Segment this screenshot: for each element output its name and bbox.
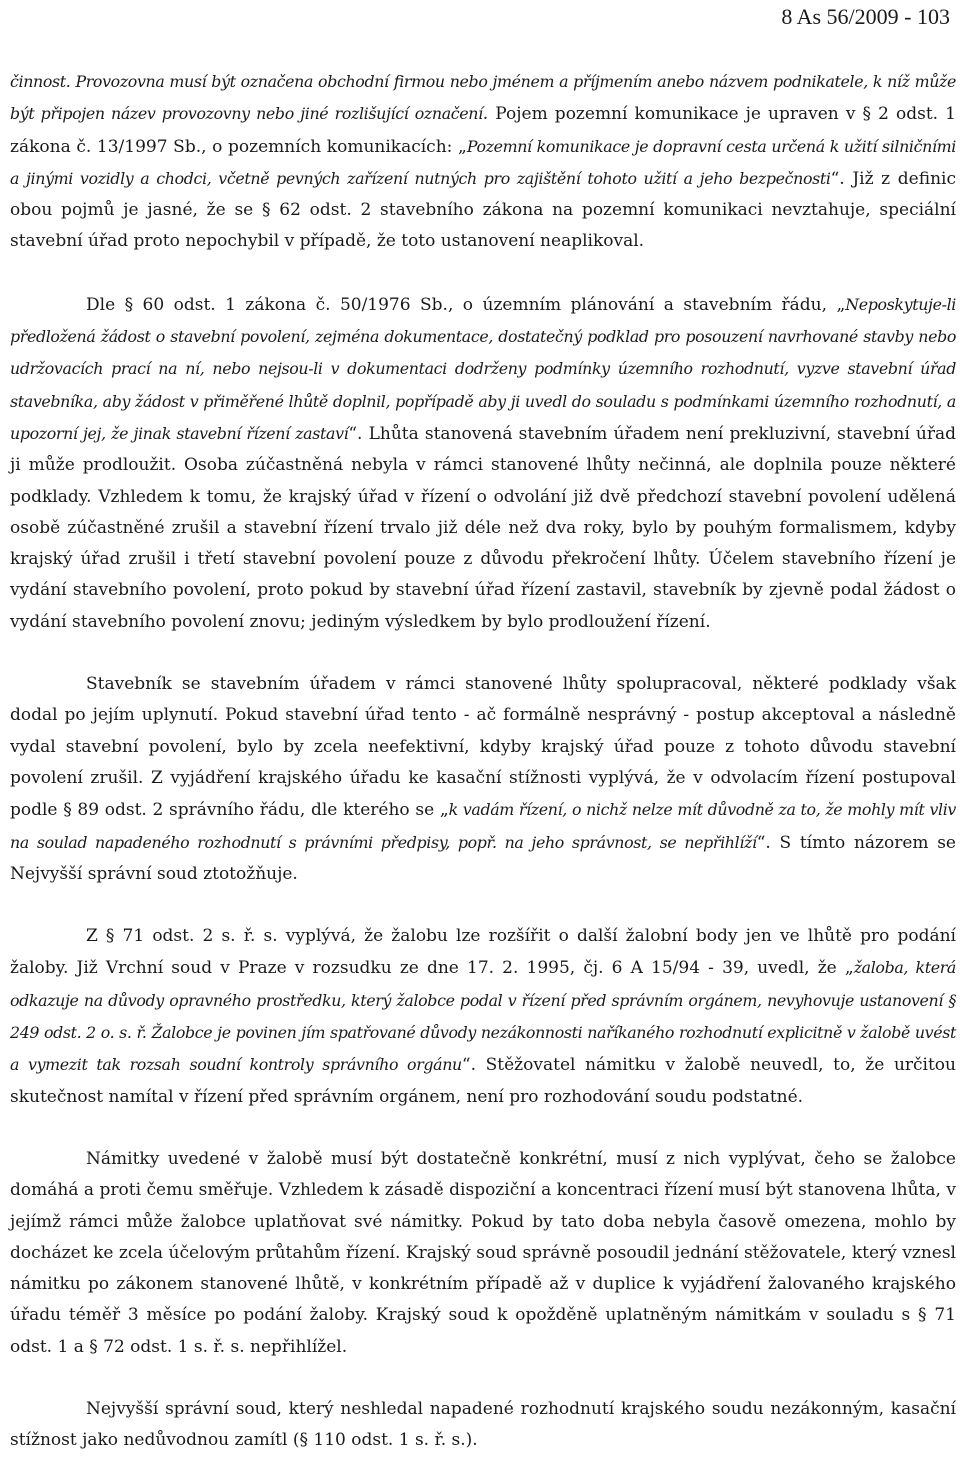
paragraph-gap bbox=[10, 638, 956, 669]
paragraph-2-segment-3: “. Lhůta stanovená stavebním úřadem není prekluzivní, stavební úřad ji může prodloužit. Osoba zúčastněná nebyla v rámci stanovené lhůty nečinná, ale doplnila pouze některé podklady. Vzhledem k tomu, že krajský úřad v řízení o odvolání již dvě předchozí stavební povolení udělená osobě zúčastněné zrušil a stavební řízení trvalo již déle než dva roky, bylo by pouhým formalismem, kdyby krajský úřad zrušil i třetí stavební povolení pouze z důvodu překročení lhůty. Účelem stavebního řízení je vydání stavebního povolení, proto pokud by stavební úřad řízení zastavil, stavebník by zjevně podal žádost o vydání stavebního povolení znovu; jediným výsledkem by bylo prodloužení řízení. bbox=[10, 423, 956, 632]
paragraph-4-segment-2: žaloba, která odkazuje na důvody opravného prostředku, který žalobce podal v řízení před správním orgánem, nevyhovuje ustanovení § 249 odst. 2 o. s. ř. Žalobce je povinen jím spatřované důvody nezákonnosti naříkaného rozhodnutí explicitně v žalobě uvést a vymezit tak rozsah soudní kontroly správního orgánu bbox=[10, 958, 956, 1075]
paragraph-3-segment-1: Stavebník se stavebním úřadem v rámci stanovené lhůty spolupracoval, některé podklady však dodal po jejím uplynutí. Pokud stavební úřad tento - ač formálně nesprávný - postup akceptoval a následně vydal stavební povolení, bylo by zcela neefektivní, kdyby krajský úřad pouze z tohoto důvodu stavební povolení zrušil. Z vyjádření krajského úřadu ke kasační stížnosti vyplývá, že v odvolacím řízení postupoval podle § 89 odst. 2 správního řádu, dle kterého se „ bbox=[10, 674, 956, 821]
paragraph-3-segment-2: k vadám řízení, o nichž nelze mít důvodně za to, že mohly mít vliv na soulad napadeného rozhodnutí s právními předpisy, popř. na jeho správnost, se nepřihlíží bbox=[10, 800, 956, 852]
paragraph-gap bbox=[10, 258, 956, 289]
document-body bbox=[10, 66, 956, 1457]
paragraph-1-segment-4: Pozemní komunikace je dopravní cesta určená k užití silničními a jinými vozidly a chodci, včetně pevných zařízení nutných pro zajištění tohoto užití a jeho bezpečnosti bbox=[10, 136, 956, 188]
paragraph-1-segment-3: . Pojem pozemní komunikace je upraven v § 2 odst. 1 zákona č. 13/1997 Sb., o pozemních komunikacích: „ bbox=[10, 104, 956, 157]
paragraph-2 bbox=[10, 289, 956, 638]
paragraph-4 bbox=[10, 921, 956, 1113]
paragraph-6 bbox=[10, 1394, 956, 1457]
paragraph-5 bbox=[10, 1144, 956, 1363]
paragraph-3 bbox=[10, 669, 956, 890]
paragraph-2-segment-1: Dle § 60 odst. 1 zákona č. 50/1976 Sb., o územním plánování a stavebním řádu, „ bbox=[86, 294, 846, 315]
paragraph-6-segment-1: Nejvyšší správní soud, který neshledal napadené rozhodnutí krajského soudu nezákonným, kasační stížnost jako nedůvodnou zamítl (§ 110 odst. 1 s. ř. s.). bbox=[10, 1398, 956, 1451]
paragraph-1 bbox=[10, 66, 956, 258]
paragraph-5-segment-1: Námitky uvedené v žalobě musí být dostatečně konkrétní, musí z nich vyplývat, čeho se žalobce domáhá a proti čemu směřuje. Vzhledem k zásadě dispoziční a koncentraci řízení musí být stanovena lhůta, v jejímž rámci může žalobce uplatňovat své námitky. Pokud by tato doba nebyla časově omezena, mohlo by docházet ke zcela účelovým průtahům řízení. Krajský soud správně posoudil jednání stěžovatele, který vznesl námitku po zákonem stanovené lhůtě, v konkrétním případě až v duplice k vyjádření žalovaného krajského úřadu téměř 3 měsíce po podání žaloby. Krajský soud k opožděně uplatněným námitkám v souladu s § 71 odst. 1 a § 72 odst. 1 s. ř. s. nepřihlížel. bbox=[10, 1148, 956, 1357]
paragraph-1-segment-5: “. Již z definic obou pojmů je jasné, že se § 62 odst. 2 stavebního zákona na pozemní komunikaci nevztahuje, speciální stavební úřad proto nepochybil v případě, že toto ustanovení neaplikoval. bbox=[10, 168, 956, 252]
paragraph-1-segment-1: činnost. bbox=[10, 72, 76, 91]
paragraph-3-segment-3: “. S tímto názorem se Nejvyšší správní soud ztotožňuje. bbox=[10, 832, 956, 884]
paragraph-1-segment-2: Provozovna musí být označena obchodní firmou nebo jménem a příjmením anebo názvem podnikatele, k níž může být připojen název provozovny nebo jiné rozlišující označení bbox=[10, 72, 957, 124]
paragraph-4-segment-3: “. Stěžovatel námitku v žalobě neuvedl, to, že určitou skutečnost namítal v řízení před správním orgánem, není pro rozhodování soudu podstatné. bbox=[10, 1055, 956, 1107]
paragraph-gap bbox=[10, 1113, 956, 1144]
page-number: 8 As 56/2009 - 103 bbox=[781, 4, 950, 29]
paragraph-gap bbox=[10, 890, 956, 921]
paragraph-4-segment-1: Z § 71 odst. 2 s. ř. s. vyplývá, že žalobu lze rozšířit o další žalobní body jen ve lhůtě pro podání žaloby. Již Vrchní soud v Praze v rozsudku ze dne 17. 2. 1995, čj. 6 A 15/94 - 39, uvedl, že „ bbox=[10, 926, 956, 979]
paragraph-gap bbox=[10, 1363, 956, 1394]
paragraph-2-segment-2: Neposkytuje-li předložená žádost o stavební povolení, zejména dokumentace, dostatečný podklad pro posouzení navrhované stavby nebo udržovacích prací na ní, nebo nejsou-li v dokumentaci dodrženy podmínky územního rozhodnutí, vyzve stavební úřad stavebníka, aby žádost v přiměřené lhůtě doplnil, popřípadě aby ji uvedl do souladu s podmínkami územního rozhodnutí, a upozorní jej, že jinak stavební řízení zastaví bbox=[10, 294, 956, 443]
